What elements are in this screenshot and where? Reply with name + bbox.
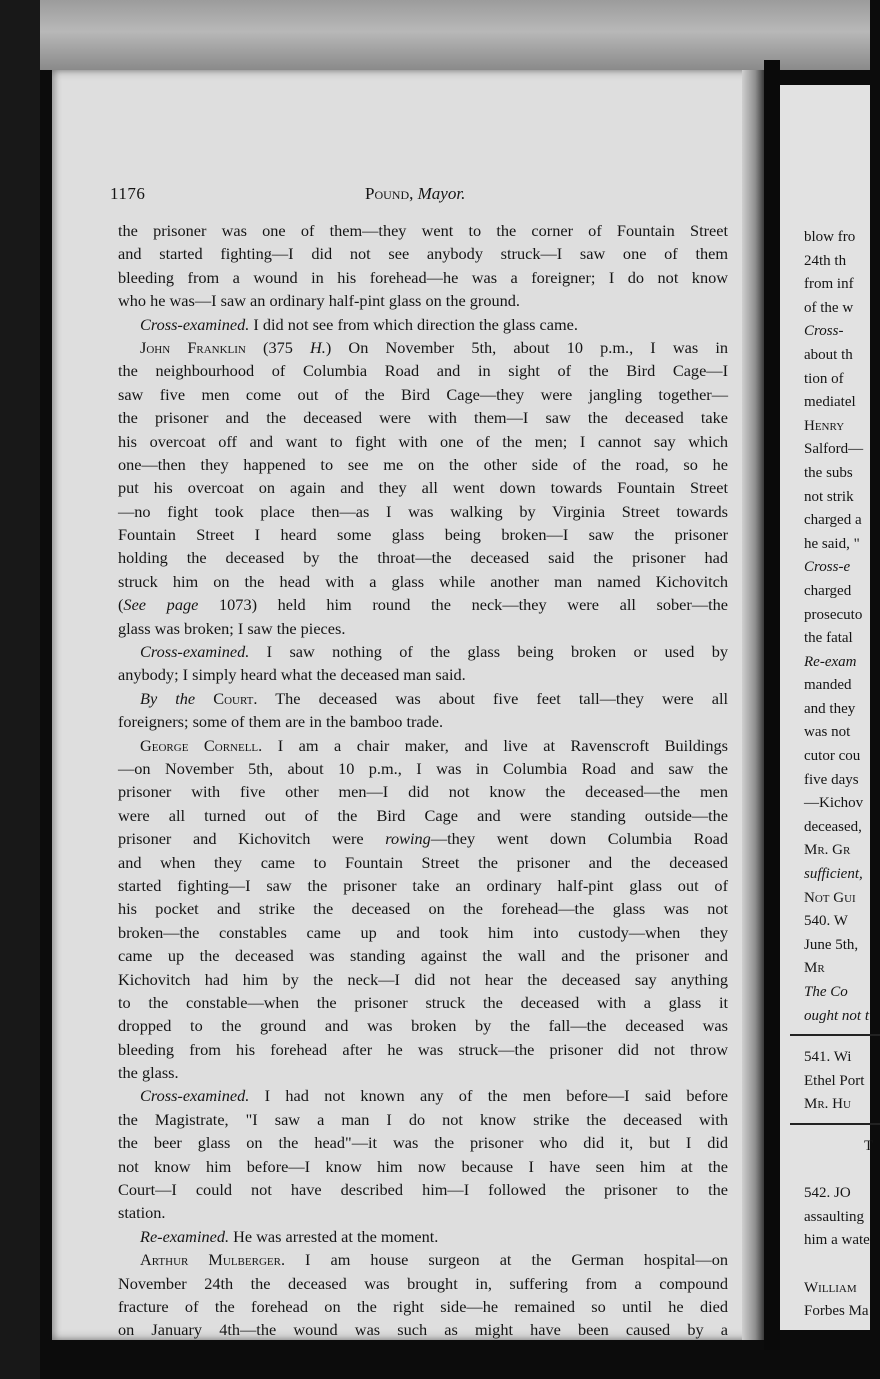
text-line: his pocket and strike the deceased on the forehead—the glass was not	[118, 899, 728, 919]
right-text-line: Salford—	[804, 441, 864, 458]
right-text-line: Ethel Port	[804, 1072, 865, 1089]
text-line: and when they came to Fountain Street the prisoner and the deceased	[118, 852, 728, 872]
text-line: the beer glass on the head"—it was the prisoner who did it, but I did	[118, 1133, 728, 1153]
right-text-line: William	[804, 1279, 857, 1296]
witness-name: George Cornell.	[140, 735, 263, 755]
right-text-line: The Co	[804, 984, 848, 1000]
book-gutter	[764, 60, 780, 1350]
text-line: November 24th the deceased was brought in, suffering from a compound	[118, 1273, 728, 1293]
right-page-gap	[780, 1253, 870, 1277]
right-text-line: deceased,	[804, 818, 862, 835]
text-line: Cross-examined. I had not known any of the men before—I said before	[140, 1086, 728, 1106]
right-text-line: Forbes Ma	[804, 1303, 869, 1320]
text-line: station.	[118, 1203, 166, 1223]
text-line: struck him on the head with a glass while another man named Kichovitch	[118, 571, 728, 591]
right-text-line: 24th th	[804, 252, 847, 269]
text-line: glass was broken; I saw the pieces.	[118, 618, 346, 638]
running-head-title: Mayor.	[417, 184, 466, 203]
page-body	[118, 219, 728, 1342]
right-text-line: mediatel	[804, 394, 856, 411]
right-text-line: June 5th,	[804, 936, 859, 953]
right-page-gap	[780, 1159, 870, 1183]
section-divider	[790, 1123, 880, 1125]
right-text-line: the fatal	[804, 630, 853, 647]
see-page-reference: See page	[123, 595, 199, 615]
text-line: anybody; I simply heard what the deceased man said.	[118, 665, 466, 685]
cross-examined-label: Cross-examined.	[140, 314, 250, 334]
text-line: put his overcoat on again and they all went down towards Fountain Street	[118, 478, 728, 498]
right-page	[780, 85, 874, 1330]
right-text-line: charged a	[804, 512, 862, 529]
text-line: holding the deceased by the throat—the deceased said the prisoner had	[118, 548, 728, 568]
text-line: one—then they happened to see me on the other side of the road, so he	[118, 454, 728, 474]
text-line: prisoner with five other men—I did not know the deceased—the men	[118, 782, 728, 802]
right-text-line: him a wate	[804, 1232, 870, 1249]
right-text-line: T	[864, 1137, 874, 1154]
right-text-line: ought not t	[804, 1007, 870, 1024]
text-line: By the Court. The deceased was about five feet tall—they were all	[140, 688, 728, 708]
right-text-line: assaulting	[804, 1208, 864, 1225]
text-line: on January 4th—the wound was such as might have been caused by a	[118, 1320, 728, 1340]
witness-name: Arthur Mulberger.	[140, 1250, 286, 1270]
text-line: and started fighting—I did not see anybody struck—I saw one of them	[118, 244, 728, 264]
re-examined-label: Re-examined.	[140, 1226, 230, 1246]
right-text-line: prosecuto	[804, 606, 863, 623]
text-line: George Cornell. I am a chair maker, and live at Ravenscroft Buildings	[140, 735, 728, 755]
right-text-line: 542. JO	[804, 1185, 851, 1202]
text-line: Court—I could not have described him—I followed the prisoner to the	[118, 1180, 728, 1200]
right-text-line: —Kichov	[804, 795, 864, 812]
right-text-line: Not Gui	[804, 889, 856, 906]
right-text-line: from inf	[804, 276, 854, 293]
witness-name: John Franklin	[140, 337, 246, 357]
text-line: —no fight took place then—as I was walking by Virginia Street towards	[118, 501, 728, 521]
text-line: the prisoner was one of them—they went to the corner of Fountain Street	[118, 221, 728, 240]
right-text-line: the subs	[804, 464, 853, 481]
running-head-name: Pound,	[365, 184, 414, 203]
right-text-line: Mr. Gr	[804, 842, 851, 859]
text-line: started fighting—I saw the prisoner take an ordinary half-pint glass out of	[118, 875, 728, 895]
text-line: the glass.	[118, 1063, 179, 1083]
page-header	[110, 184, 730, 210]
text-line: Kichovitch had him by the neck—I did not hear the deceased say anything	[118, 969, 728, 989]
right-text-line: Re-exam	[804, 653, 857, 670]
section-divider	[790, 1034, 880, 1036]
text-line: —on November 5th, about 10 p.m., I was in Columbia Road and saw the	[118, 758, 728, 778]
text-line: prisoner and Kichovitch were rowing—they went down Columbia Road	[118, 829, 728, 849]
right-text-line: Henry	[804, 417, 845, 434]
right-text-line: 541. Wi	[804, 1049, 852, 1066]
text-line: his overcoat off and want to fight with one of the men; I cannot say which	[118, 431, 728, 451]
right-text-line: was not	[804, 724, 851, 741]
text-line: Cross-examined. I saw nothing of the glass being broken or used by	[140, 642, 728, 662]
by-the-court-label: By the	[140, 688, 196, 708]
page-number: 1176	[110, 184, 146, 203]
right-text-line: charged	[804, 582, 852, 599]
text-line: (See page 1073) held him round the neck—they were all sober—the	[118, 595, 728, 615]
right-text-line: Mr. Hu	[804, 1096, 851, 1113]
right-text-line: blow fro	[804, 229, 856, 245]
page-edge-shadow	[742, 70, 764, 1340]
right-text-line: about th	[804, 346, 853, 363]
text-line: not know him before—I know him now because I have seen him at the	[118, 1156, 728, 1176]
right-text-line: and they	[804, 700, 856, 717]
text-line: Fountain Street I heard some glass being broken—I saw the prisoner	[118, 525, 728, 545]
cross-examined-label: Cross-examined.	[140, 1086, 250, 1106]
text-line: the Magistrate, "I saw a man I do not know strike the deceased with	[118, 1109, 728, 1129]
right-text-line: tion of	[804, 370, 844, 387]
cross-examined-label: Cross-examined.	[140, 642, 250, 662]
right-text-line: of the w	[804, 299, 854, 316]
right-text-line: 540. W	[804, 913, 848, 930]
text-line: dropped to the ground and was broken by the fall—the deceased was	[118, 1016, 728, 1036]
text-line: who he was—I saw an ordinary half-pint glass on the ground.	[118, 291, 520, 311]
right-page-top-space	[780, 85, 870, 226]
right-text-line: he said, "	[804, 535, 860, 552]
right-text-line: Cross-	[804, 323, 844, 340]
text-line: were all turned out of the Bird Cage and were standing outside—the	[118, 805, 728, 825]
right-text-line: Cross-e	[804, 559, 851, 576]
right-text-line: not strik	[804, 488, 854, 505]
text-line: Cross-examined. I did not see from which direction the glass came.	[140, 314, 578, 334]
text-line: the prisoner and the deceased were with them—I saw the deceased take	[118, 408, 728, 428]
right-text-line: manded	[804, 677, 852, 694]
text-line: broken—the constables came up and took him into custody—when they	[118, 922, 728, 942]
right-text-line: cutor cou	[804, 748, 861, 765]
right-text-line: Mr	[804, 960, 825, 977]
text-line: John Franklin (375 H.) On November 5th, about 10 p.m., I was in	[140, 337, 729, 357]
text-line: bleeding from his forehead after he was struck—the prisoner did not throw	[118, 1039, 728, 1059]
scan-left-border	[0, 0, 40, 1379]
scan-top-background	[0, 0, 870, 70]
text-line: fracture of the forehead on the right side—he remained so until he died	[118, 1296, 728, 1316]
text-line: foreigners; some of them are in the bamboo trade.	[118, 712, 444, 732]
text-line: to the constable—when the prisoner struck the deceased with a glass it	[118, 992, 728, 1012]
text-line: the neighbourhood of Columbia Road and in sight of the Bird Cage—I	[118, 361, 728, 381]
right-text-line: sufficient,	[804, 866, 863, 883]
text-line: Re-examined. He was arrested at the moment.	[140, 1226, 439, 1246]
right-text-line: five days	[804, 771, 859, 788]
text-line: came up the deceased was standing against the wall and the prisoner and	[118, 946, 728, 966]
running-head	[365, 184, 465, 204]
text-line: bleeding from a wound in his forehead—he was a foreigner; I do not know	[118, 267, 728, 287]
text-line: saw five men come out of the Bird Cage—they were jangling together—	[118, 384, 728, 404]
text-line: Arthur Mulberger. I am house surgeon at the German hospital—on	[140, 1250, 728, 1270]
